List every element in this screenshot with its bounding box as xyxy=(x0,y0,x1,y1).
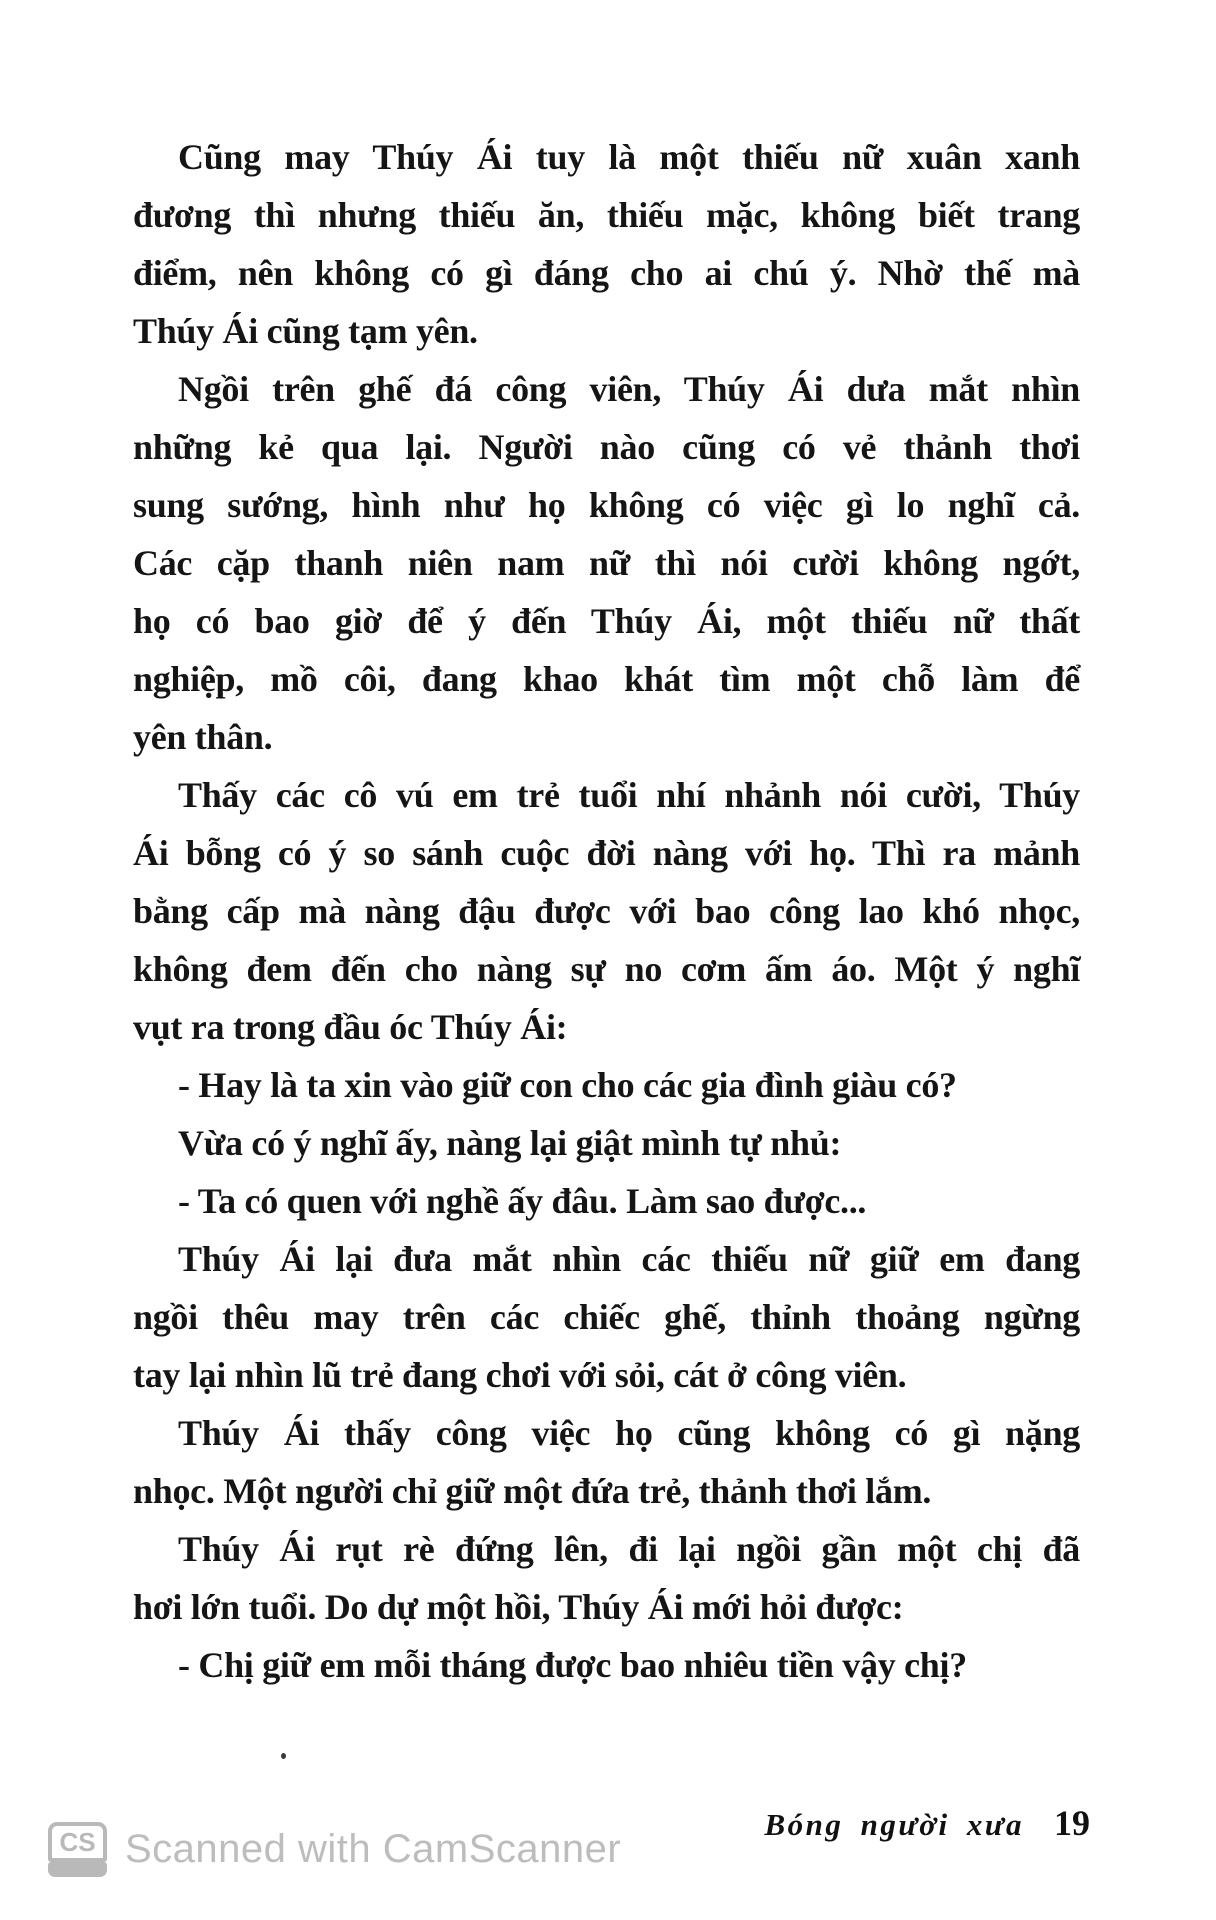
text-line: đương thì nhưng thiếu ăn, thiếu mặc, không biết trang xyxy=(133,195,1080,235)
text-line: không đem đến cho nàng sự no cơm ấm áo. Một ý nghĩ xyxy=(133,949,1080,989)
text-line: - Hay là ta xin vào giữ con cho các gia đình giàu có? xyxy=(178,1065,957,1105)
scan-artifact-dot xyxy=(281,1753,286,1759)
running-title: Bóng người xưa xyxy=(764,1807,1024,1842)
text-line: Thúy Ái thấy công việc họ cũng không có gì nặng xyxy=(178,1413,1080,1453)
page-footer xyxy=(764,1802,1090,1844)
text-line: sung sướng, hình như họ không có việc gì lo nghĩ cả. xyxy=(133,485,1080,525)
text-line: Thấy các cô vú em trẻ tuổi nhí nhảnh nói cười, Thúy xyxy=(178,775,1080,815)
paragraph xyxy=(133,128,1080,360)
text-line: Ngồi trên ghế đá công viên, Thúy Ái dưa mắt nhìn xyxy=(178,369,1080,409)
text-line: nhọc. Một người chỉ giữ một đứa trẻ, thảnh thơi lắm. xyxy=(133,1471,932,1511)
paragraph xyxy=(133,1230,1080,1404)
paragraph xyxy=(133,1172,1080,1230)
text-line: nghiệp, mồ côi, đang khao khát tìm một chỗ làm để xyxy=(133,659,1080,699)
text-line: Thúy Ái rụt rè đứng lên, đi lại ngồi gần một chị đã xyxy=(178,1529,1080,1569)
paragraph xyxy=(133,360,1080,766)
paragraph xyxy=(133,1114,1080,1172)
camscanner-logo-frame xyxy=(48,1822,107,1862)
text-line: vụt ra trong đầu óc Thúy Ái: xyxy=(133,1007,568,1047)
paragraph xyxy=(133,1636,1080,1694)
camscanner-logo-strip xyxy=(48,1862,107,1877)
camscanner-watermark xyxy=(48,1822,621,1877)
text-line: hơi lớn tuổi. Do dự một hồi, Thúy Ái mới hỏi được: xyxy=(133,1587,904,1627)
text-line: Các cặp thanh niên nam nữ thì nói cười không ngớt, xyxy=(133,543,1080,583)
text-line: Thúy Ái cũng tạm yên. xyxy=(133,311,478,351)
text-line: ngồi thêu may trên các chiếc ghế, thỉnh thoảng ngừng xyxy=(133,1297,1080,1337)
paragraph xyxy=(133,1404,1080,1520)
watermark-text: Scanned with CamScanner xyxy=(125,1827,622,1871)
text-line: - Chị giữ em mỗi tháng được bao nhiêu tiền vậy chị? xyxy=(178,1645,967,1685)
text-line: Ái bỗng có ý so sánh cuộc đời nàng với họ. Thì ra mảnh xyxy=(133,833,1080,873)
text-line: những kẻ qua lại. Người nào cũng có vẻ thảnh thơi xyxy=(133,427,1080,467)
camscanner-logo-label: CS xyxy=(59,1826,96,1857)
paragraph xyxy=(133,1056,1080,1114)
page-text xyxy=(133,128,1080,1694)
text-line: - Ta có quen với nghề ấy đâu. Làm sao được... xyxy=(178,1181,867,1221)
text-line: điểm, nên không có gì đáng cho ai chú ý. Nhờ thế mà xyxy=(133,253,1080,293)
text-line: họ có bao giờ để ý đến Thúy Ái, một thiếu nữ thất xyxy=(133,601,1080,641)
camscanner-logo-icon xyxy=(48,1822,107,1877)
page-number: 19 xyxy=(1054,1803,1090,1843)
paragraph xyxy=(133,1520,1080,1636)
text-line: yên thân. xyxy=(133,717,273,757)
text-line: Thúy Ái lại đưa mắt nhìn các thiếu nữ giữ em đang xyxy=(178,1239,1080,1279)
text-line: bằng cấp mà nàng đậu được với bao công lao khó nhọc, xyxy=(133,891,1080,931)
text-line: tay lại nhìn lũ trẻ đang chơi với sỏi, cát ở công viên. xyxy=(133,1355,907,1395)
paragraph xyxy=(133,766,1080,1056)
text-line: Cũng may Thúy Ái tuy là một thiếu nữ xuân xanh xyxy=(178,137,1080,177)
text-line: Vừa có ý nghĩ ấy, nàng lại giật mình tự nhủ: xyxy=(178,1123,842,1163)
